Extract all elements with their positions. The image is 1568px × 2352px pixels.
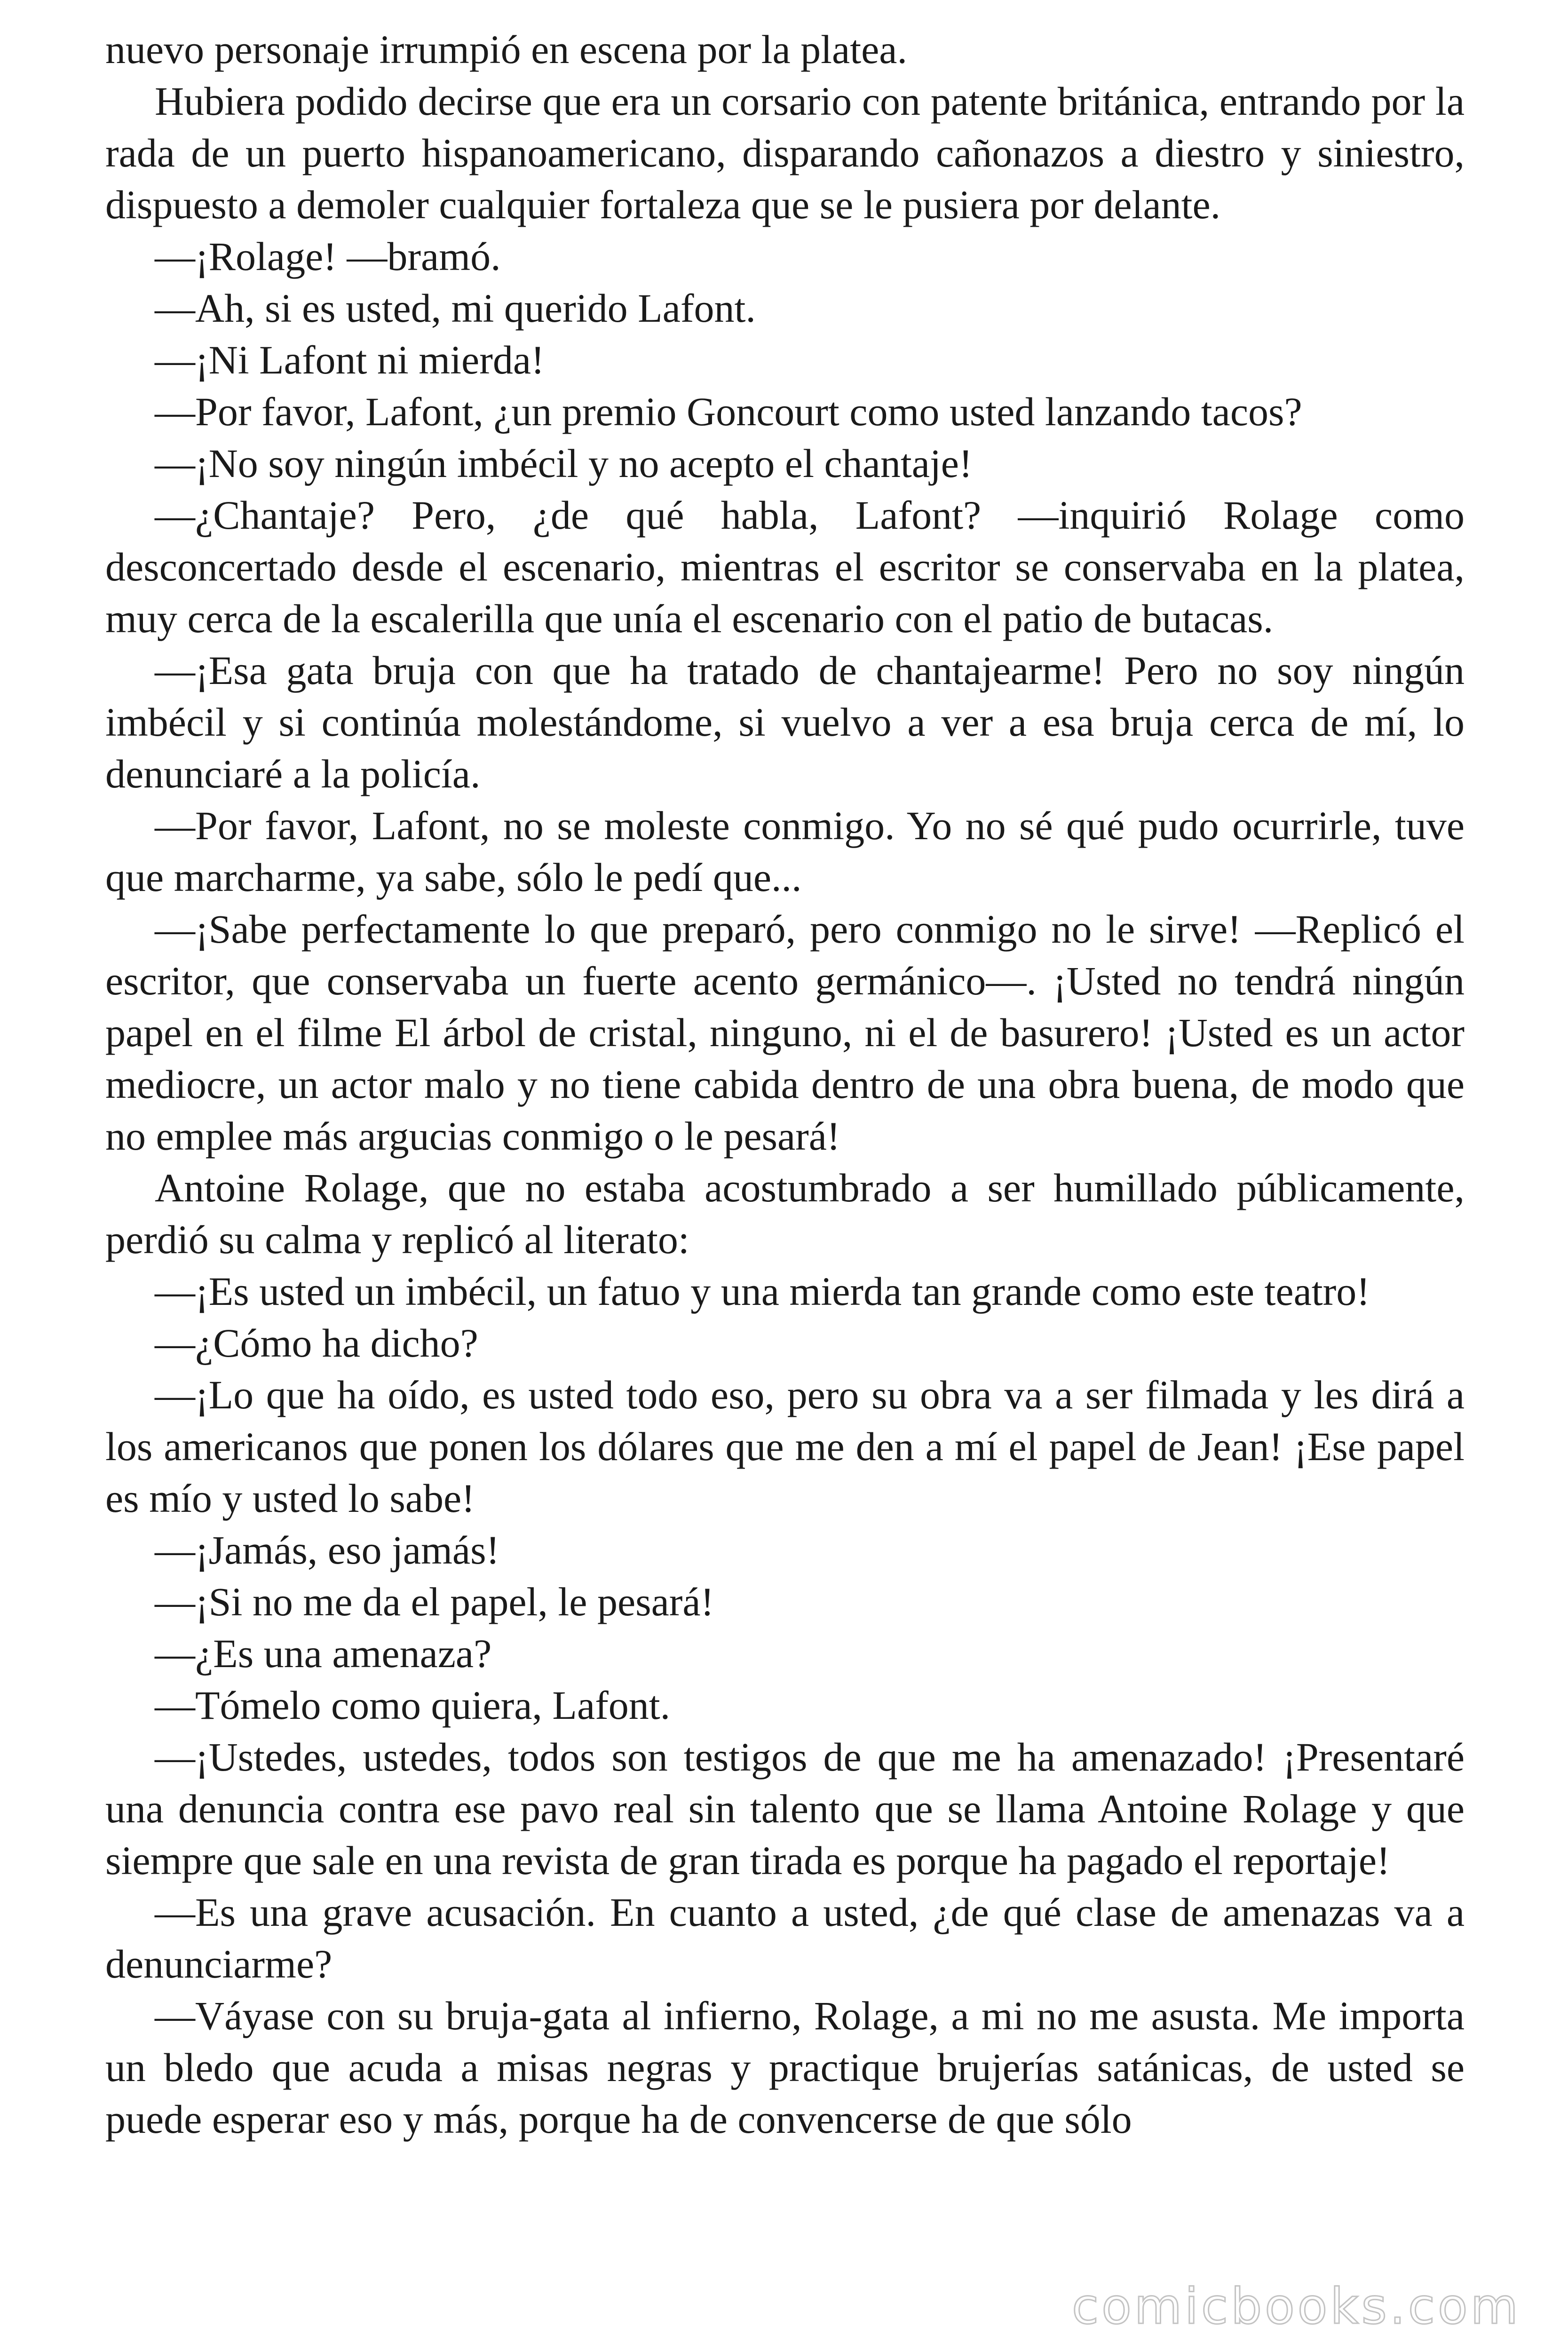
- dialogue-line: —¡Jamás, eso jamás!: [155, 1527, 500, 1573]
- dialogue-line: —Por favor, Lafont, ¿un premio Goncourt como usted lanzando tacos?: [155, 389, 1302, 434]
- dialogue-line: —¡Ni Lafont ni mierda!: [155, 337, 545, 382]
- dialogue-line: —¡Esa gata bruja con que ha tratado de chantajearme! Pero no soy ningún imbécil y si continúa molestándome, si vuelvo a ver a esa bruja cerca de mí, lo denunciaré a la policía.: [105, 648, 1465, 796]
- book-page: [105, 24, 1465, 2145]
- paragraph: Hubiera podido decirse que era un corsario con patente británica, entrando por la rada de un puerto hispanoamericano, disparando cañonazos a diestro y siniestro, dispuesto a demoler cualquier fortaleza que se le pusiera por delante.: [105, 79, 1465, 227]
- paragraph: nuevo personaje irrumpió en escena por la platea.: [105, 27, 907, 72]
- dialogue-line: —Váyase con su bruja-gata al infierno, Rolage, a mi no me asusta. Me importa un bledo que acuda a misas negras y practique brujerías satánicas, de usted se puede esperar eso y más, porque ha de convencerse de que sólo: [105, 1993, 1465, 2142]
- dialogue-line: —Tómelo como quiera, Lafont.: [155, 1683, 671, 1728]
- dialogue-line: —¡Sabe perfectamente lo que preparó, pero conmigo no le sirve! —Replicó el escritor, que conservaba un fuerte acento germánico—. ¡Usted no tendrá ningún papel en el filme El árbol de cristal, ninguno, ni el de basurero! ¡Usted es un actor mediocre, un actor malo y no tiene cabida dentro de una obra buena, de modo que no emplee más argucias conmigo o le pesará!: [105, 906, 1465, 1159]
- paragraph: Antoine Rolage, que no estaba acostumbrado a ser humillado públicamente, perdió su calma y replicó al literato:: [105, 1165, 1465, 1262]
- dialogue-line: —Por favor, Lafont, no se moleste conmigo. Yo no sé qué pudo ocurrirle, tuve que marcharme, ya sabe, sólo le pedí que...: [105, 803, 1465, 900]
- dialogue-line: —¿Es una amenaza?: [155, 1631, 492, 1676]
- dialogue-line: —Es una grave acusación. En cuanto a usted, ¿de qué clase de amenazas va a denunciarme?: [105, 1890, 1465, 1986]
- dialogue-line: —¿Cómo ha dicho?: [155, 1320, 478, 1366]
- dialogue-line: —¡Si no me da el papel, le pesará!: [155, 1579, 714, 1624]
- dialogue-line: —¡Lo que ha oído, es usted todo eso, pero su obra va a ser filmada y les dirá a los americanos que ponen los dólares que me den a mí el papel de Jean! ¡Ese papel es mío y usted lo sabe!: [105, 1372, 1465, 1521]
- dialogue-line: —¡Ustedes, ustedes, todos son testigos de que me ha amenazado! ¡Presentaré una denuncia contra ese pavo real sin talento que se llama Antoine Rolage y que siempre que sale en una revista de gran tirada es porque ha pagado el reportaje!: [105, 1734, 1465, 1883]
- dialogue-line: —¡No soy ningún imbécil y no acepto el chantaje!: [155, 441, 973, 486]
- dialogue-line: —¿Chantaje? Pero, ¿de qué habla, Lafont? —inquirió Rolage como desconcertado desde el escenario, mientras el escritor se conservaba en la platea, muy cerca de la escalerilla que unía el escenario con el patio de butacas.: [105, 493, 1465, 641]
- dialogue-line: —¡Es usted un imbécil, un fatuo y una mierda tan grande como este teatro!: [155, 1269, 1370, 1314]
- dialogue-line: —¡Rolage! —bramó.: [155, 234, 501, 279]
- dialogue-line: —Ah, si es usted, mi querido Lafont.: [155, 286, 756, 331]
- watermark-logo: comicbooks.com: [1071, 2278, 1521, 2335]
